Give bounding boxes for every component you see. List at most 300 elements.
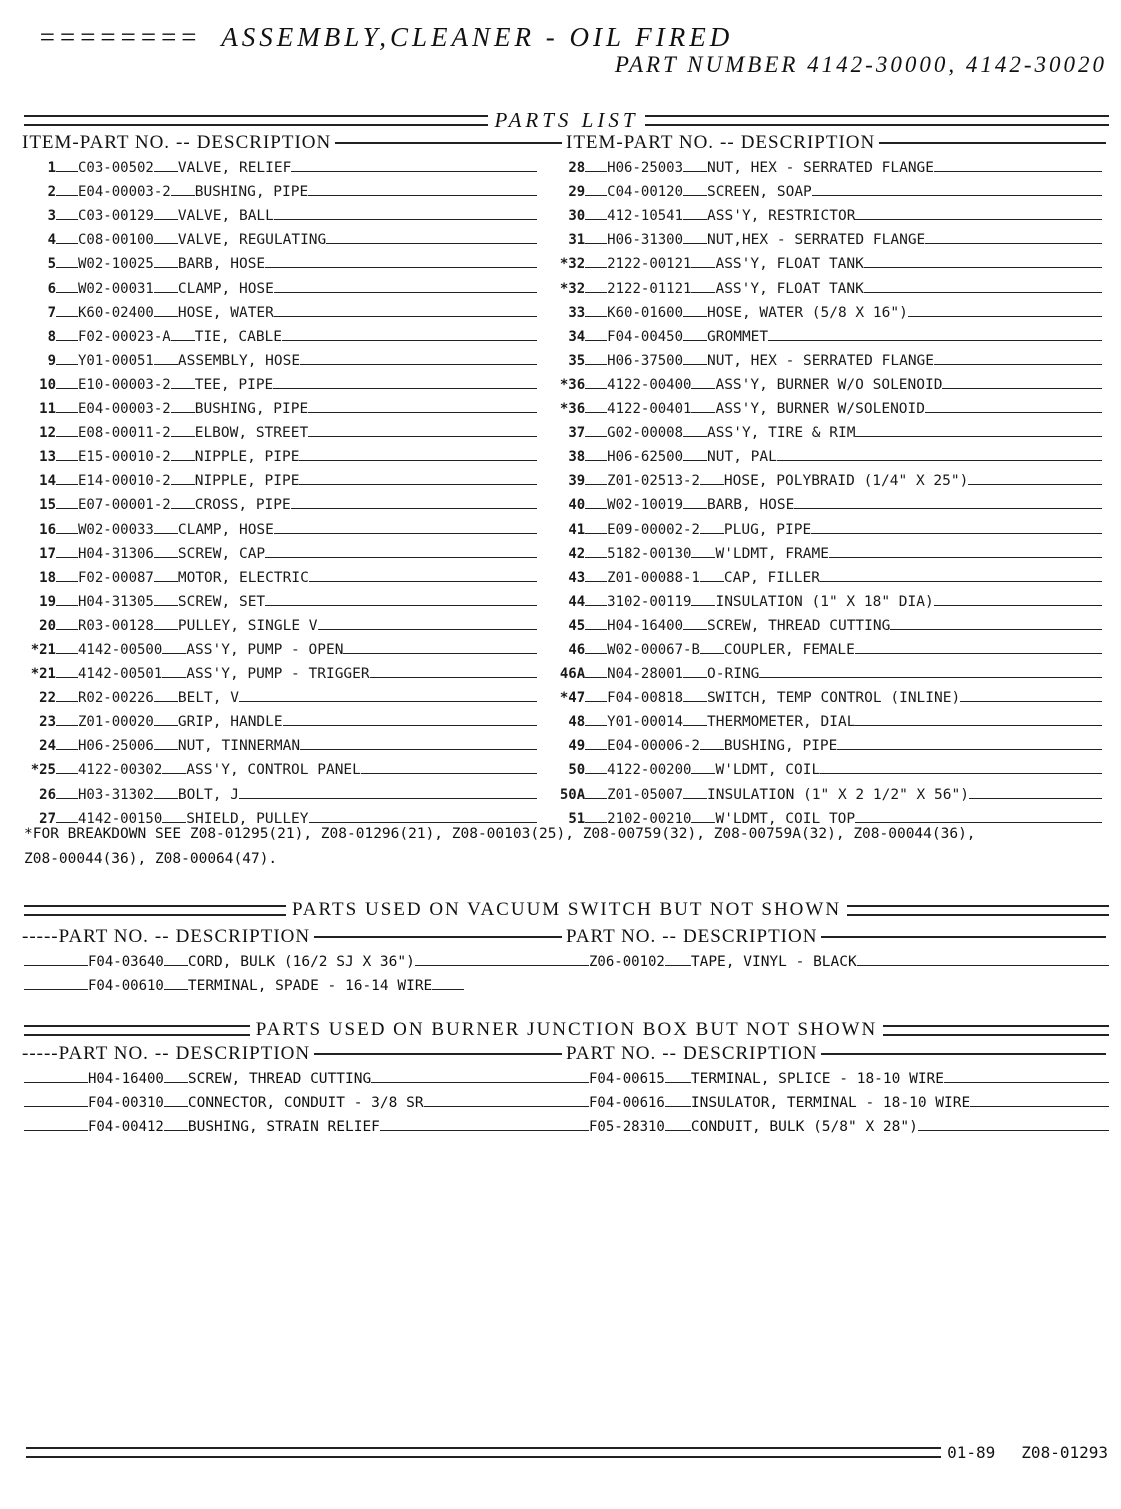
table-cell-right: [551, 281, 1112, 297]
item-number: 38: [568, 449, 586, 466]
leader-line: [56, 580, 78, 582]
part-description: VALVE, BALL: [177, 208, 274, 225]
table-cell-left: [22, 522, 547, 538]
table-cell-left: [24, 1071, 589, 1087]
item-number: 29: [568, 184, 586, 201]
leader-line: [164, 1129, 188, 1131]
table-row: [22, 489, 1112, 513]
leader-line: [432, 989, 464, 990]
leader-line: [683, 459, 707, 461]
part-number: 2102-00210: [607, 810, 692, 827]
leader-line: [171, 194, 195, 196]
leader-line: [56, 435, 78, 437]
leader-line: [683, 724, 707, 726]
table-cell-left: [22, 762, 547, 778]
item-number: 46A: [559, 666, 586, 683]
table-cell-left: [22, 738, 547, 754]
leader-line: [56, 218, 78, 220]
leader-line: [700, 748, 724, 750]
burner-col-desc-right: DESCRIPTION: [682, 1043, 818, 1064]
leader-line: [683, 315, 707, 317]
part-description: SCREEN, SOAP: [707, 184, 812, 201]
leader-line: [683, 676, 707, 678]
burner-section-label: PARTS USED ON BURNER JUNCTION BOX BUT NOT SHOWN: [255, 1019, 878, 1040]
leader-line: [691, 411, 715, 413]
part-description: BARB, HOSE: [707, 497, 795, 514]
part-number: F04-00615: [589, 1071, 665, 1087]
item-number: 1: [47, 160, 56, 177]
table-cell-left: [22, 618, 547, 634]
part-number: H06-25006: [78, 738, 154, 755]
leader-line: [56, 483, 78, 485]
part-number: E08-00011-2: [78, 425, 171, 442]
part-description: CLAMP, HOSE: [177, 521, 274, 538]
part-number: Z01-02513-2: [607, 473, 700, 490]
part-number: H03-31302: [78, 786, 154, 803]
leader-line: [768, 340, 1102, 341]
item-number: 2: [47, 184, 56, 201]
leader-line: [283, 725, 538, 726]
leader-line: [968, 484, 1102, 485]
leader-line: [164, 1105, 188, 1107]
table-cell-right: [551, 570, 1112, 586]
leader-line: [585, 315, 607, 317]
leader-line: [683, 339, 707, 341]
part-number: N04-28001: [607, 666, 684, 683]
leader-line: [56, 315, 78, 317]
part-description: HOSE, WATER (5/8 X 16"): [707, 304, 908, 321]
leader-line: [171, 387, 195, 389]
part-description: TERMINAL, SPADE - 16-14 WIRE: [187, 978, 433, 994]
table-row: [22, 321, 1112, 345]
part-number: W02-00033: [78, 521, 154, 538]
leader-line: [585, 797, 607, 799]
part-number: R03-00128: [78, 617, 154, 634]
leader-line: [960, 701, 1102, 702]
leader-line: [154, 556, 178, 558]
vacuum-section-heading: [24, 899, 1109, 921]
leader-line: [683, 507, 707, 509]
leader-line: [585, 387, 607, 389]
parts-list-label: PARTS LIST: [494, 108, 639, 132]
part-number: Z01-00020: [78, 714, 154, 731]
breakdown-note-line2: Z08-00044(36), Z08-00064(47).: [24, 851, 278, 867]
item-number: 5: [47, 256, 56, 273]
leader-line: [585, 748, 607, 750]
footer-rule: [26, 1447, 941, 1458]
leader-line: [154, 532, 178, 534]
leader-line: [308, 412, 537, 413]
footer-date: 01-89: [947, 1443, 996, 1462]
leader-line: [162, 772, 186, 774]
footer-doc-number: Z08-01293: [1021, 1443, 1108, 1462]
table-cell-left: [22, 690, 547, 706]
item-number: 22: [39, 690, 56, 707]
part-number: E04-00003-2: [78, 184, 171, 201]
part-number: Y01-00051: [78, 352, 154, 369]
leader-line: [857, 965, 1109, 966]
leader-line: [56, 628, 78, 630]
leader-line: [855, 653, 1102, 654]
table-cell-right: [551, 256, 1112, 272]
table-row: [22, 586, 1112, 610]
table-cell-right: [551, 377, 1112, 393]
leader-line: [855, 725, 1102, 726]
leader-line: [300, 364, 537, 365]
leader-line: [56, 797, 78, 799]
part-number: E04-00006-2: [607, 738, 700, 755]
item-number: 13: [39, 449, 56, 466]
table-row: [22, 417, 1112, 441]
leader-line: [585, 580, 607, 582]
part-description: VALVE, REGULATING: [177, 232, 327, 249]
table-row: [24, 946, 1114, 970]
part-number: C08-00100: [78, 232, 154, 249]
leader-line: [318, 629, 538, 630]
leader-line: [683, 218, 707, 220]
part-description: ASS'Y, RESTRICTOR: [707, 208, 856, 225]
part-number: H04-16400: [88, 1071, 164, 1087]
item-number: *32: [559, 280, 586, 297]
item-number: *36: [559, 401, 586, 418]
leader-line: [585, 218, 607, 220]
leader-line: [308, 195, 537, 196]
part-number: H04-31306: [78, 545, 154, 562]
table-cell-left: [22, 329, 547, 345]
leader-line: [291, 508, 537, 509]
leader-line: [171, 483, 195, 485]
table-cell-left: [22, 425, 547, 441]
table-cell-right: [551, 497, 1112, 513]
vacuum-col-desc-right: DESCRIPTION: [682, 926, 818, 947]
leader-line: [154, 748, 178, 750]
leader-line: [56, 266, 78, 268]
leader-line: [585, 170, 607, 172]
part-description: W'LDMT, FRAME: [715, 545, 829, 562]
part-description: COUPLER, FEMALE: [723, 641, 855, 658]
part-number: 2122-00121: [607, 256, 692, 273]
table-cell-right: [551, 762, 1112, 778]
leader-line: [274, 316, 537, 317]
leader-line: [585, 411, 607, 413]
leader-line: [56, 748, 78, 750]
leader-line: [56, 194, 78, 196]
item-number: 11: [39, 401, 56, 418]
part-number: Z06-00102: [589, 954, 665, 970]
burner-column-headers: -----PART NO. -- DESCRIPTION PART NO. -- DESCRIPTION: [22, 1043, 1110, 1065]
table-cell-left: [22, 546, 547, 562]
leader-line: [56, 532, 78, 534]
part-description: CAP, FILLER: [723, 569, 820, 586]
leader-line: [665, 1129, 691, 1131]
leader-line: [239, 701, 537, 702]
title-prefix: ========: [38, 22, 200, 52]
part-description: NUT, PAL: [707, 449, 777, 466]
part-number: 4142-00500: [78, 641, 163, 658]
part-number: F04-00310: [88, 1095, 164, 1111]
item-number: 44: [568, 593, 586, 610]
leader-line: [56, 507, 78, 509]
table-cell-right: [551, 546, 1112, 562]
part-number: E09-00002-2: [607, 521, 700, 538]
table-cell-right: [551, 642, 1112, 658]
table-cell-left: [24, 978, 589, 994]
leader-line: [829, 557, 1102, 558]
part-description: ASS'Y, PUMP - OPEN: [186, 641, 344, 658]
leader-line: [299, 460, 537, 461]
leader-line: [370, 677, 538, 678]
leader-line: [691, 604, 715, 606]
parts-list-column-headers: [22, 132, 1110, 154]
leader-line: [820, 581, 1102, 582]
burner-col-part: -----PART NO.: [22, 1043, 149, 1064]
item-number: 19: [39, 593, 56, 610]
leader-line: [56, 242, 78, 244]
part-number: H06-31300: [607, 232, 684, 249]
part-description: O-RING: [707, 666, 760, 683]
part-number: G02-00008: [607, 425, 684, 442]
table-cell-right: [551, 714, 1112, 730]
item-number: *25: [30, 762, 56, 779]
part-description: BUSHING, PIPE: [194, 401, 309, 418]
part-number: E14-00010-2: [78, 473, 171, 490]
part-number: C04-00120: [607, 184, 684, 201]
leader-line: [154, 266, 178, 268]
leader-line: [700, 580, 724, 582]
leader-line: [665, 1105, 691, 1107]
table-cell-right: [551, 353, 1112, 369]
leader-line: [162, 676, 186, 678]
part-number: R02-00226: [78, 690, 154, 707]
item-number: 16: [39, 521, 56, 538]
leader-line: [154, 724, 178, 726]
leader-line: [56, 387, 78, 389]
leader-line: [585, 700, 607, 702]
item-number: 45: [568, 617, 586, 634]
leader-line: [837, 749, 1102, 750]
table-cell-left: [22, 449, 547, 465]
vacuum-section-label: PARTS USED ON VACUUM SWITCH BUT NOT SHOWN: [291, 899, 842, 920]
item-number: 49: [568, 738, 586, 755]
part-description: NUT, HEX - SERRATED FLANGE: [707, 352, 935, 369]
part-number: H04-31305: [78, 593, 154, 610]
leader-line: [282, 340, 537, 341]
part-description: PLUG, PIPE: [723, 521, 812, 538]
part-description: MOTOR, ELECTRIC: [177, 569, 309, 586]
breakdown-note-line1: *FOR BREAKDOWN SEE Z08-01295(21), Z08-01296(21), Z08-00103(25), Z08-00759(32), Z08-00759A(32), Z08-00044(36),: [24, 826, 976, 842]
burner-col-desc: DESCRIPTION: [175, 1043, 311, 1064]
part-number: F02-00087: [78, 569, 154, 586]
leader-line: [691, 266, 715, 268]
part-description: SCREW, CAP: [177, 545, 266, 562]
leader-line: [56, 459, 78, 461]
part-number: Y01-00014: [607, 714, 684, 731]
item-number: 6: [47, 280, 56, 297]
part-description: CLAMP, HOSE: [177, 280, 274, 297]
table-cell-right: [551, 690, 1112, 706]
leader-line: [56, 556, 78, 558]
leader-line: [585, 507, 607, 509]
table-row: [22, 682, 1112, 706]
leader-line: [585, 652, 607, 654]
item-number: 20: [39, 617, 56, 634]
item-number: 39: [568, 473, 586, 490]
item-number: 46: [568, 641, 586, 658]
table-row: [22, 441, 1112, 465]
leader-line: [934, 605, 1102, 606]
leader-line: [934, 171, 1102, 172]
part-description: NUT,HEX - SERRATED FLANGE: [707, 232, 926, 249]
table-cell-left: [22, 594, 547, 610]
table-cell-right: [551, 184, 1112, 200]
leader-line: [56, 652, 78, 654]
col-desc-right: DESCRIPTION: [740, 132, 876, 153]
table-cell-left: [22, 401, 547, 417]
part-description: W'LDMT, COIL TOP: [715, 810, 856, 827]
item-number: 42: [568, 545, 586, 562]
leader-line: [855, 436, 1102, 437]
leader-line: [585, 604, 607, 606]
part-number: F04-00610: [88, 978, 164, 994]
leader-line: [585, 339, 607, 341]
part-description: BUSHING, PIPE: [723, 738, 838, 755]
leader-line: [56, 363, 78, 365]
table-cell-right: [551, 232, 1112, 248]
item-number: *21: [30, 641, 56, 658]
leader-line: [812, 195, 1102, 196]
leader-line: [56, 700, 78, 702]
leader-line: [56, 291, 78, 293]
part-number: 4122-00200: [607, 762, 692, 779]
leader-line: [154, 315, 178, 317]
table-cell-left: [22, 787, 547, 803]
table-cell-right: [551, 401, 1112, 417]
part-description: SWITCH, TEMP CONTROL (INLINE): [707, 690, 961, 707]
table-row: [22, 538, 1112, 562]
part-number: Z01-00088-1: [607, 569, 700, 586]
heading-rule-right: [645, 115, 1109, 126]
item-number: 28: [568, 160, 586, 177]
leader-line: [171, 435, 195, 437]
leader-line: [585, 483, 607, 485]
table-cell-left: [22, 714, 547, 730]
item-number: 40: [568, 497, 586, 514]
table-row: [22, 248, 1112, 272]
leader-line: [585, 291, 607, 293]
leader-line: [683, 797, 707, 799]
leader-line: [585, 772, 607, 774]
part-description: INSULATOR, TERMINAL - 18-10 WIRE: [690, 1095, 971, 1111]
leader-line: [56, 170, 78, 172]
leader-line: [585, 676, 607, 678]
leader-line: [380, 1130, 589, 1131]
item-number: 31: [568, 232, 586, 249]
item-number: 3: [47, 208, 56, 225]
burner-table: [24, 1063, 1114, 1135]
table-cell-left: [22, 666, 547, 682]
leader-line: [585, 628, 607, 630]
leader-line: [683, 170, 707, 172]
leader-line: [300, 749, 537, 750]
part-description: ASSEMBLY, HOSE: [177, 352, 301, 369]
part-number: W02-10019: [607, 497, 684, 514]
leader-line: [154, 604, 178, 606]
table-row: [22, 754, 1112, 778]
leader-line: [794, 508, 1102, 509]
leader-line: [274, 219, 537, 220]
table-row: [24, 970, 1114, 994]
leader-line: [308, 436, 537, 437]
leader-line: [585, 194, 607, 196]
table-row: [22, 345, 1112, 369]
item-number: 18: [39, 569, 56, 586]
leader-line: [154, 242, 178, 244]
table-row: [22, 393, 1112, 417]
part-description: BUSHING, STRAIN RELIEF: [187, 1119, 380, 1135]
table-row: [22, 152, 1112, 176]
part-description: TEE, PIPE: [194, 376, 274, 393]
leader-line: [24, 965, 88, 966]
leader-line: [970, 1106, 1109, 1107]
heading-rule-left: [24, 115, 488, 126]
part-description: ASS'Y, CONTROL PANEL: [186, 762, 361, 779]
table-row: [22, 200, 1112, 224]
leader-line: [154, 700, 178, 702]
leader-line: [700, 652, 724, 654]
leader-line: [691, 556, 715, 558]
part-description: BELT, V: [177, 690, 239, 707]
part-number: F04-00412: [88, 1119, 164, 1135]
part-description: NUT, HEX - SERRATED FLANGE: [707, 160, 935, 177]
part-number: F04-00818: [607, 690, 684, 707]
part-description: ELBOW, STREET: [194, 425, 309, 442]
leader-line: [171, 459, 195, 461]
leader-line: [309, 581, 537, 582]
item-number: 9: [47, 352, 56, 369]
table-cell-right: [551, 329, 1112, 345]
table-cell-left: [22, 377, 547, 393]
part-description: INSULATION (1" X 18" DIA): [715, 593, 934, 610]
item-number: 41: [568, 521, 586, 538]
leader-line: [424, 1106, 589, 1107]
table-cell-right: [551, 787, 1112, 803]
part-number: H06-37500: [607, 352, 684, 369]
leader-line: [154, 363, 178, 365]
table-row: [24, 1063, 1114, 1087]
table-cell-right: [551, 449, 1112, 465]
leader-line: [154, 628, 178, 630]
leader-line: [811, 533, 1102, 534]
table-cell-right: [551, 594, 1112, 610]
item-number: *32: [559, 256, 586, 273]
leader-line: [759, 677, 1102, 678]
part-description: CROSS, PIPE: [194, 497, 291, 514]
leader-line: [265, 267, 537, 268]
part-number: E15-00010-2: [78, 449, 171, 466]
item-number: 50A: [559, 786, 586, 803]
leader-line: [171, 339, 195, 341]
parts-list-table: [22, 152, 1112, 827]
leader-line: [274, 292, 537, 293]
col-item-part-left: ITEM-PART NO.: [22, 132, 171, 153]
leader-line: [239, 798, 537, 799]
item-number: 17: [39, 545, 56, 562]
leader-line: [154, 580, 178, 582]
part-description: ASS'Y, FLOAT TANK: [715, 256, 864, 273]
column-header-left: ITEM-PART NO. -- DESCRIPTION: [22, 132, 566, 154]
leader-line: [700, 483, 724, 485]
part-description: HOSE, POLYBRAID (1/4" X 25"): [723, 473, 969, 490]
